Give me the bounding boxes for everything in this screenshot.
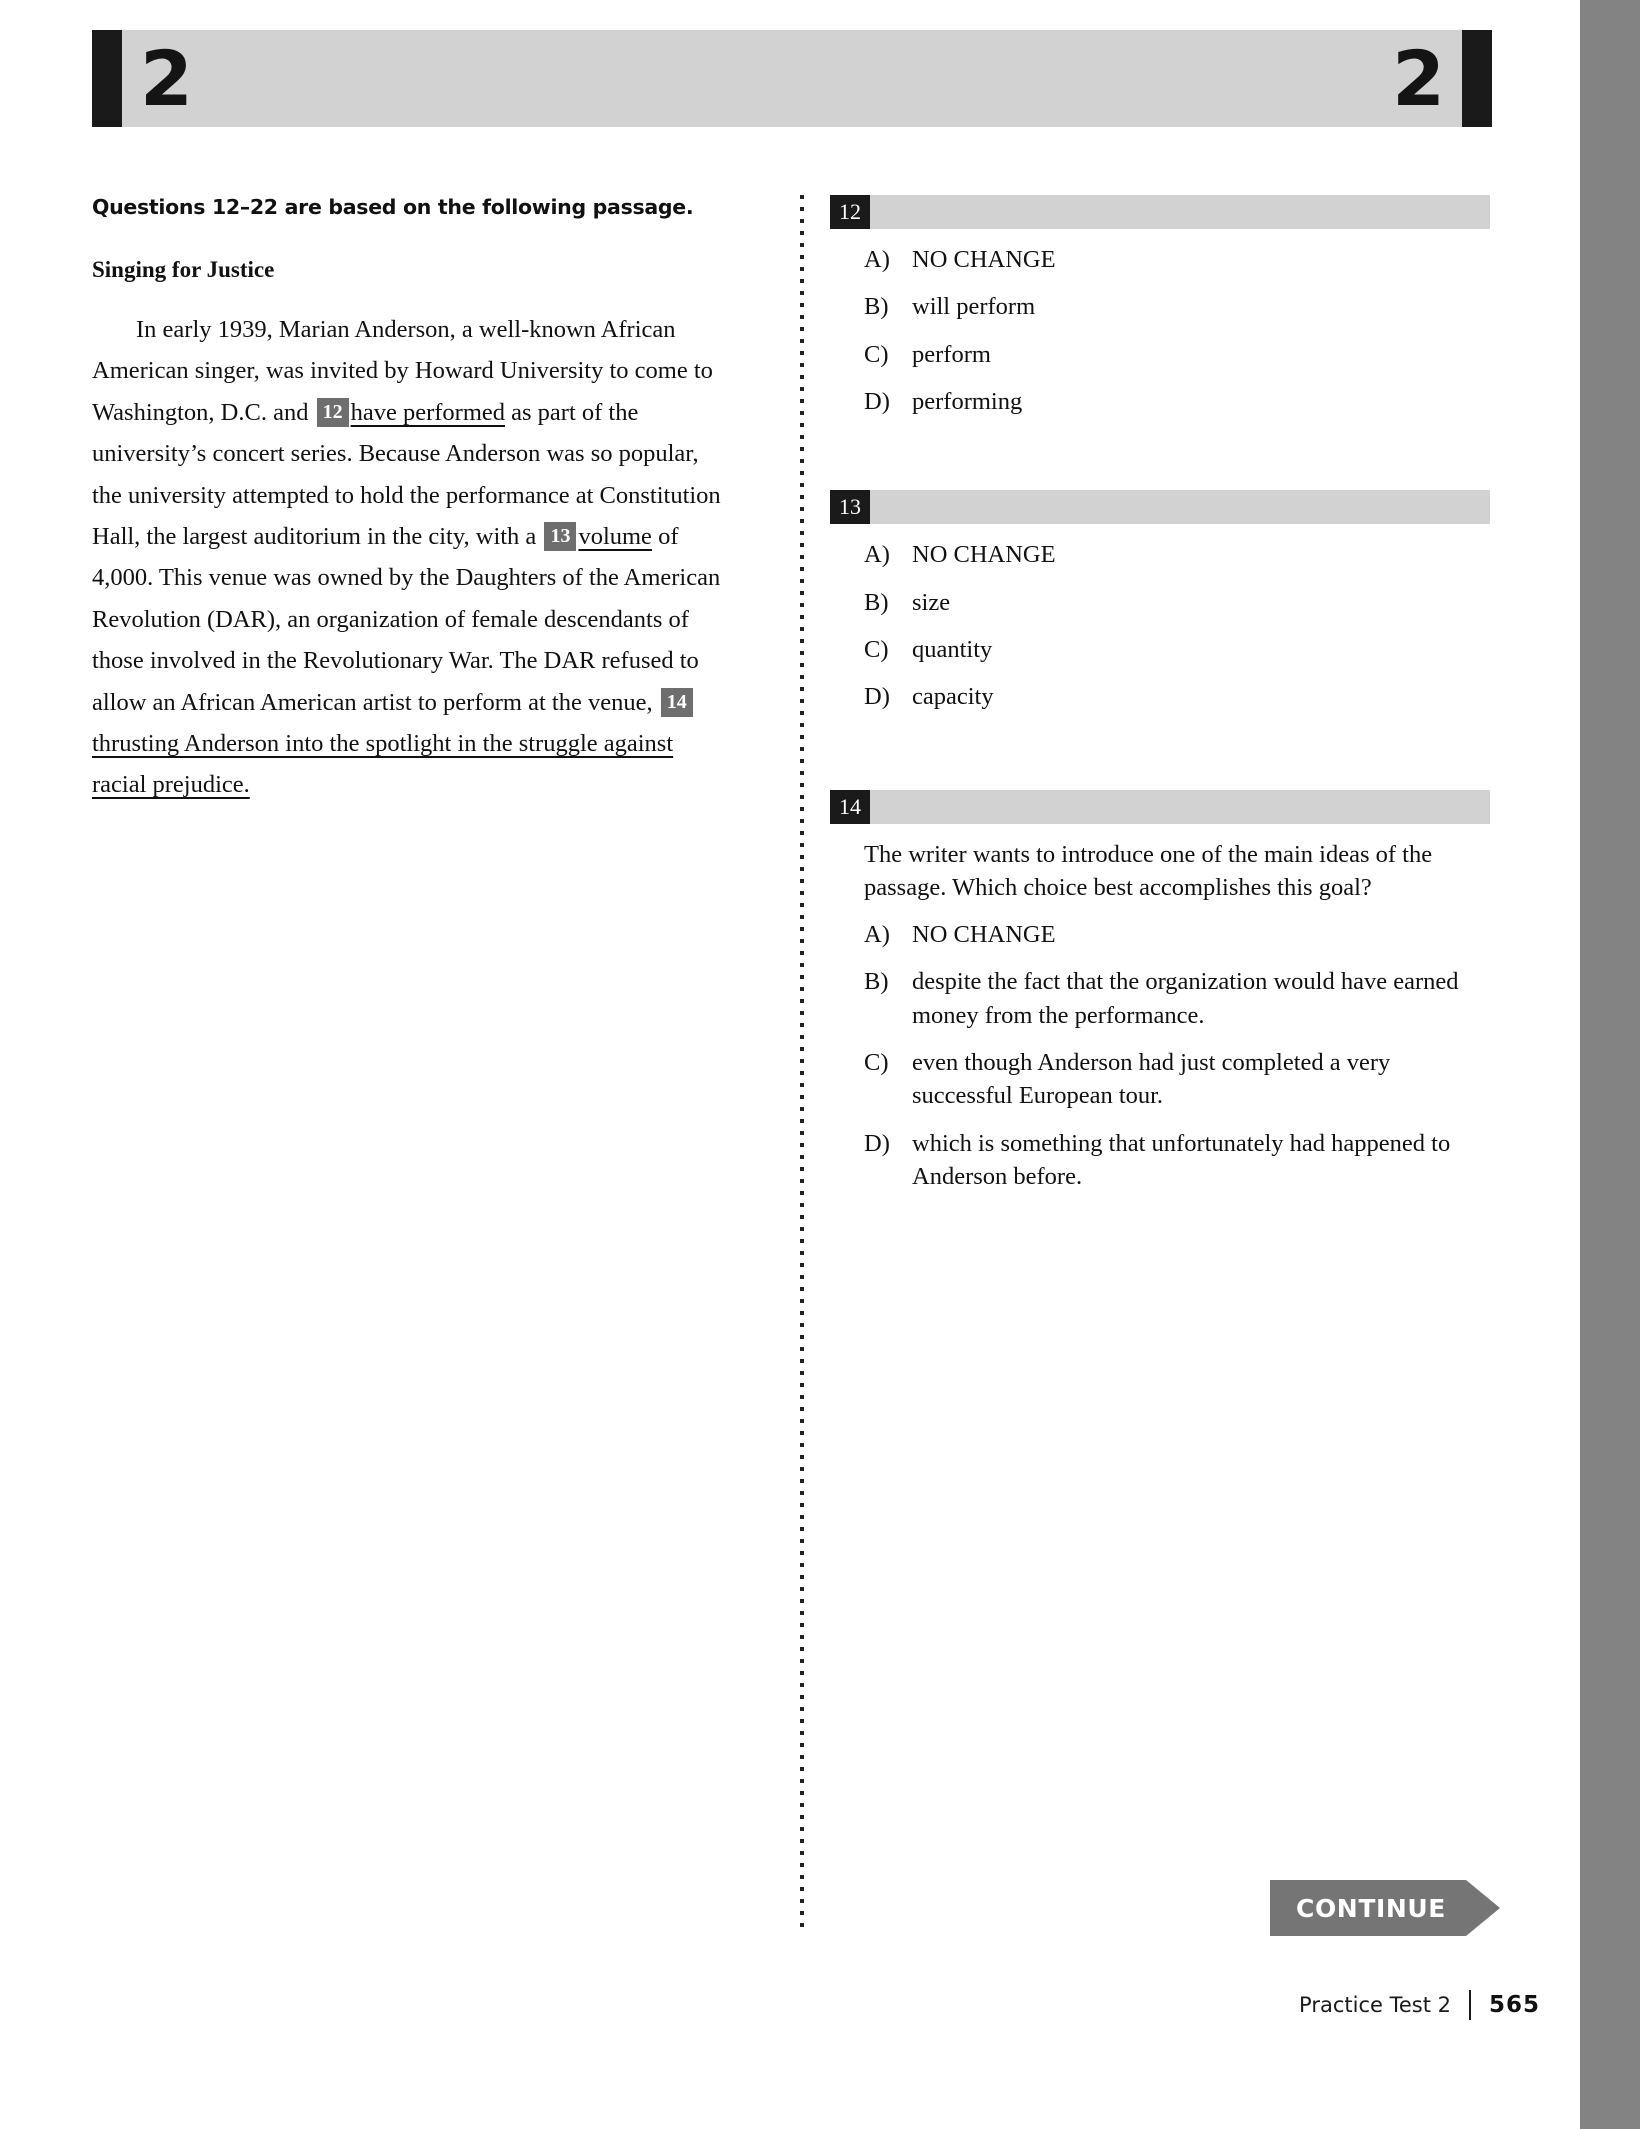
question-14	[830, 790, 1490, 1194]
question-13-number: 13	[830, 490, 870, 524]
passage-segment-2: as part of the university’s concert series. Because Anderson was so popular, the university attempted to hold the performance at Constitution Hall, the largest auditorium in the city, with a	[92, 398, 721, 550]
question-12-choices	[830, 243, 1490, 418]
question-13-choices	[830, 538, 1490, 713]
choice-letter: A)	[864, 541, 890, 569]
continue-banner-body	[1270, 1880, 1466, 1936]
column-divider	[800, 195, 804, 1935]
body-columns	[0, 195, 1580, 1955]
continue-arrow-icon	[1466, 1880, 1500, 1936]
question-12	[830, 195, 1490, 418]
question-13-bar	[830, 490, 1490, 524]
choice-letter: C)	[864, 340, 889, 368]
questions-column	[830, 195, 1490, 1207]
choice-letter: A)	[864, 921, 890, 949]
passage-segment-1: In early 1939, Marian Anderson, a well-known African American singer, was invited by Howard University to come to Washington, D.C. and	[92, 316, 713, 426]
choice-text: despite the fact that the organization would have earned money from the performance.	[912, 968, 1459, 1029]
choice-letter: D)	[864, 387, 890, 415]
question-12-bar	[830, 195, 1490, 229]
underlined-text-12: have performed	[350, 398, 505, 426]
passage-body	[92, 309, 732, 806]
footer-page-number: 565	[1488, 1992, 1540, 2018]
choice-14-c[interactable]	[830, 1046, 1490, 1113]
question-14-bar	[830, 790, 1490, 824]
section-header-banner	[92, 30, 1492, 127]
choice-text: will perform	[912, 293, 1036, 321]
question-14-choices	[830, 918, 1490, 1193]
inline-marker-13: 13	[544, 522, 576, 551]
question-12-number: 12	[830, 195, 870, 229]
question-14-stem: The writer wants to introduce one of the main ideas of the passage. Which choice best accomplishes this goal?	[864, 840, 1433, 901]
section-number-right: 2	[1392, 33, 1444, 123]
continue-banner	[1270, 1880, 1500, 1936]
header-right-endcap	[1462, 30, 1492, 127]
footer-divider	[1469, 1990, 1471, 2020]
questions-instruction: Questions 12–22 are based on the following passage.	[92, 195, 694, 219]
footer-test-label: Practice Test 2	[1299, 1993, 1451, 2017]
passage-segment-3: of 4,000. This venue was owned by the Daughters of the American Revolution (DAR), an organization of female descendants of those involved in the Revolutionary War. The DAR refused to allow an African American artist to perform at the venue,	[92, 522, 721, 716]
section-number-left: 2	[140, 33, 192, 123]
choice-13-c[interactable]	[830, 633, 1490, 666]
question-13	[830, 490, 1490, 713]
page-edge-strip	[1580, 0, 1640, 2129]
choice-12-b[interactable]	[830, 290, 1490, 323]
inline-marker-12: 12	[317, 398, 349, 427]
choice-12-a[interactable]	[830, 243, 1490, 276]
choice-12-d[interactable]	[830, 385, 1490, 418]
choice-letter: B)	[864, 588, 889, 616]
header-band	[122, 30, 1462, 127]
choice-letter: D)	[864, 1129, 890, 1157]
choice-text: quantity	[912, 635, 993, 663]
choice-text: performing	[912, 387, 1023, 415]
continue-label: CONTINUE	[1296, 1893, 1446, 1923]
inline-marker-14: 14	[661, 688, 693, 717]
underlined-text-13: volume	[578, 522, 652, 550]
page-footer	[1299, 1990, 1540, 2020]
choice-letter: D)	[864, 683, 890, 711]
choice-13-d[interactable]	[830, 680, 1490, 713]
choice-13-a[interactable]	[830, 538, 1490, 571]
choice-letter: C)	[864, 635, 889, 663]
choice-text: NO CHANGE	[912, 541, 1056, 569]
choice-14-b[interactable]	[830, 965, 1490, 1032]
choice-letter: B)	[864, 968, 889, 996]
passage-column	[92, 195, 732, 806]
choice-14-d[interactable]	[830, 1127, 1490, 1194]
header-left-endcap	[92, 30, 122, 127]
choice-text: capacity	[912, 683, 994, 711]
choice-14-a[interactable]	[830, 918, 1490, 951]
choice-12-c[interactable]	[830, 338, 1490, 371]
choice-text: size	[912, 588, 951, 616]
choice-text: which is something that unfortunately had happened to Anderson before.	[912, 1129, 1451, 1190]
choice-text: perform	[912, 340, 991, 368]
underlined-text-14: thrusting Anderson into the spotlight in the struggle against racial prejudice.	[92, 729, 674, 799]
choice-letter: B)	[864, 293, 889, 321]
choice-13-b[interactable]	[830, 586, 1490, 619]
choice-letter: A)	[864, 246, 890, 273]
passage-title: Singing for Justice	[92, 257, 275, 282]
choice-text: NO CHANGE	[912, 246, 1056, 273]
choice-text: NO CHANGE	[912, 921, 1056, 949]
choice-letter: C)	[864, 1049, 889, 1077]
choice-text: even though Anderson had just completed a very successful European tour.	[912, 1049, 1391, 1110]
question-14-number: 14	[830, 790, 870, 824]
